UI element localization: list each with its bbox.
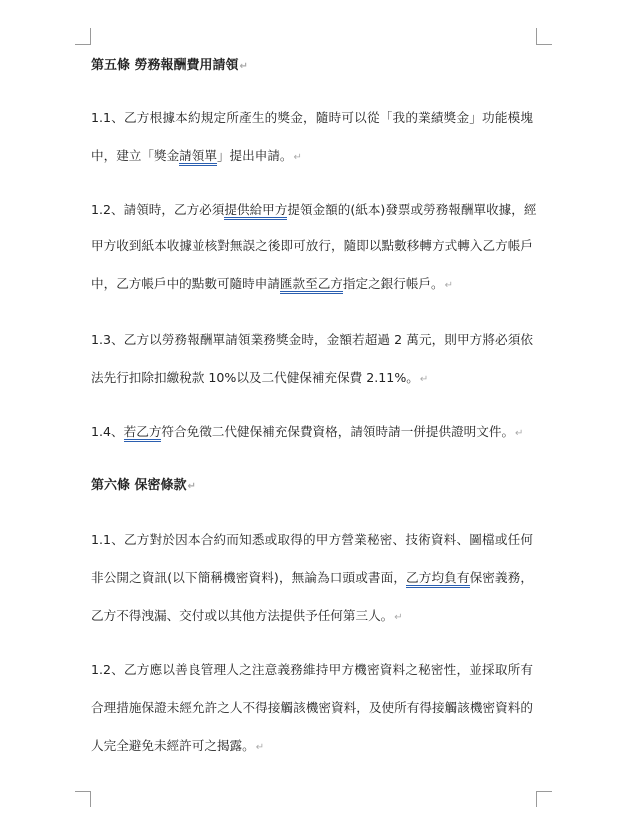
text-segment: 提領金額的(紙本)發票或勞務報酬單收據，經 <box>287 202 537 217</box>
text-line <box>91 275 533 295</box>
text-segment: 法先行扣除扣繳稅款 10%以及二代健保補充保費 2.11%。 <box>91 370 419 385</box>
paragraph-mark-icon: ↵ <box>187 481 196 492</box>
text-segment: 1.3、乙方以勞務報酬單請領業務獎金時，金額若超過 2 萬元，則甲方將必須依 <box>91 332 533 347</box>
paragraph-mark-icon: ↵ <box>239 61 248 72</box>
text-segment: 第六條 保密條款 <box>91 478 187 493</box>
grammar-underlined-text: 乙方均負有 <box>406 570 470 588</box>
text-segment: 1.2、請領時，乙方必須 <box>91 202 225 217</box>
text-segment: 1.4、 <box>91 424 124 439</box>
section-heading <box>91 477 533 496</box>
text-segment: 1.1、乙方對於因本合約而知悉或取得的甲方營業秘密、技術資料、圖檔或任何 <box>91 532 533 547</box>
text-segment: 中，建立「獎金 <box>91 148 180 163</box>
text-line <box>91 147 533 167</box>
paragraph-mark-icon: ↵ <box>293 152 302 163</box>
text-line <box>91 201 537 219</box>
text-line <box>91 109 533 127</box>
text-segment: 乙方不得洩漏、交付或以其他方法提供予任何第三人。 <box>91 608 394 623</box>
paragraph-mark-icon: ↵ <box>419 374 429 385</box>
text-line <box>91 661 533 679</box>
grammar-underlined-text: 提供給甲方 <box>224 202 287 220</box>
text-segment: 1.2、乙方應以善良管理人之注意義務維持甲方機密資料之秘密性，並採取所有 <box>91 662 533 677</box>
section-heading <box>91 57 533 76</box>
grammar-underlined-text: 若乙方 <box>124 424 162 442</box>
text-line <box>91 531 533 549</box>
paragraph-mark-icon: ↵ <box>255 742 265 753</box>
paragraph-mark-icon: ↵ <box>515 428 524 439</box>
text-segment: 指定之銀行帳戶。 <box>342 276 444 291</box>
paragraph-mark-icon: ↵ <box>444 280 454 291</box>
text-segment: 」提出申請。 <box>216 148 293 163</box>
text-line <box>91 423 533 443</box>
text-segment: 非公開之資訊(以下簡稱機密資料)，無論為口頭或書面， <box>91 570 407 585</box>
paragraph-mark-icon: ↵ <box>394 612 403 623</box>
text-segment: 甲方收到紙本收據並核對無誤之後即可放行，隨即以點數移轉方式轉入乙方帳戶 <box>91 238 533 253</box>
text-segment: 符合免徵二代健保補充保費資格，請領時請一併提供證明文件。 <box>161 424 515 439</box>
text-segment: 人完全避免未經許可之揭露。 <box>91 738 255 753</box>
text-segment: 中，乙方帳戶中的點數可隨時申請 <box>91 276 280 291</box>
text-segment: 合理措施保證未經允許之人不得接觸該機密資料，及使所有得接觸該機密資料的 <box>91 700 533 715</box>
text-line <box>91 607 533 627</box>
text-segment: 保密義務， <box>469 570 534 585</box>
text-line <box>91 569 533 587</box>
text-line <box>91 699 533 717</box>
text-line <box>91 237 533 255</box>
text-segment: 第五條 勞務報酬費用請領 <box>91 58 239 73</box>
text-line <box>91 737 533 757</box>
grammar-underlined-text: 請領單 <box>179 148 217 166</box>
grammar-underlined-text: 匯款至乙方 <box>280 276 343 294</box>
text-line <box>91 331 533 349</box>
text-line <box>91 369 533 389</box>
text-segment: 1.1、乙方根據本約規定所產生的獎金，隨時可以從「我的業績獎金」功能模塊 <box>91 110 533 125</box>
